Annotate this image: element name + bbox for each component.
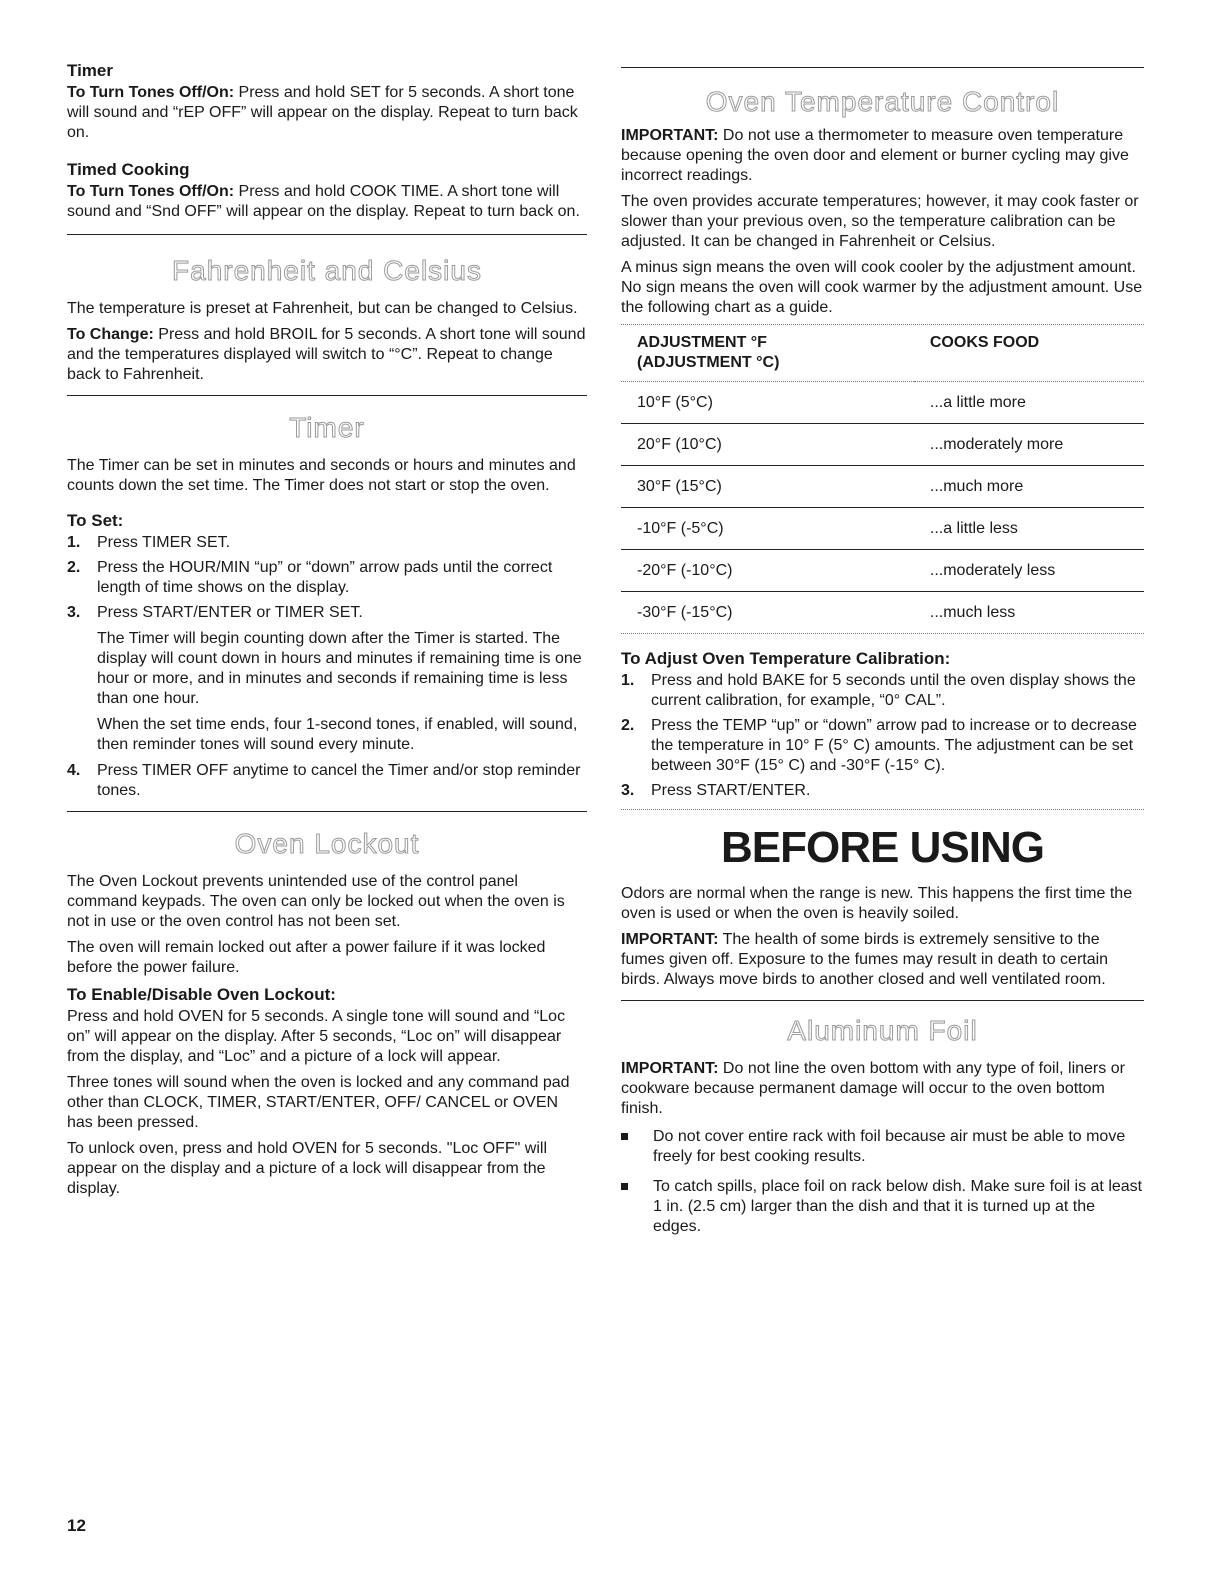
table-header-cooks-food: COOKS FOOD: [929, 334, 1040, 351]
important-label: IMPORTANT:: [621, 127, 719, 144]
list-item: [621, 716, 1144, 776]
timer-banner: Timer: [289, 412, 365, 443]
fahrenheit-change-text: Press and hold BROIL for 5 seconds. A short tone will sound and the temperatures displayed will switch to “°C”. Repeat to change back to Fahrenheit.: [67, 326, 586, 383]
fahrenheit-change-paragraph: [67, 325, 587, 385]
list-item: [621, 1177, 1144, 1237]
fahrenheit-celsius-banner: Fahrenheit and Celsius: [172, 255, 482, 286]
table-cell: ...much less: [914, 592, 1144, 634]
foil-important-text: Do not line the oven bottom with any type of foil, liners or cookware because permanent damage will occur to the oven bottom finish.: [621, 1060, 1125, 1117]
step-text: Press the TEMP “up” or “down” arrow pad to increase or to decrease the temperature in 10° F (5° C) amounts. The adjustment can be set between 30°F (15° C) and -30°F (-15° C).: [651, 717, 1137, 774]
table-cell: 20°F (10°C): [621, 424, 914, 466]
header-label: (ADJUSTMENT °C): [637, 354, 780, 371]
table-bottom-divider: [621, 633, 1144, 634]
table-cell: -20°F (-10°C): [621, 550, 914, 592]
table-cell: -10°F (-5°C): [621, 508, 914, 550]
step3-note-paragraph: When the set time ends, four 1-second tones, if enabled, will sound, then reminder tones will sound every minute.: [97, 716, 578, 753]
table-cell: ...moderately more: [914, 424, 1144, 466]
step-number: 1.: [621, 672, 635, 689]
step-number: 2.: [67, 559, 81, 576]
step-text: Press the HOUR/MIN “up” or “down” arrow pads until the correct length of time shows on the display.: [97, 559, 553, 596]
lockout-paragraph: Press and hold OVEN for 5 seconds. A single tone will sound and “Loc on” will appear on the display. After 5 seconds, “Loc on” will disappear from the display, and “Loc” and a picture of a lock will appear.: [67, 1008, 566, 1065]
before-paragraph: Odors are normal when the range is new. This happens the first time the oven is used or when the oven is heavily soiled.: [621, 885, 1133, 922]
calibration-steps-list: [621, 671, 1144, 801]
timer-steps-list-cont: [67, 761, 587, 801]
step-number: 2.: [621, 717, 635, 734]
timer-tones-text: Press and hold SET for 5 seconds. A short tone will sound and “rEP OFF” will appear on the display. Repeat to turn back on.: [67, 84, 578, 141]
step-number: 4.: [67, 762, 81, 779]
timed-tones-lead: To Turn Tones Off/On:: [67, 183, 235, 200]
aluminum-foil-banner: Aluminum Foil: [787, 1015, 978, 1046]
temp-paragraph: A minus sign means the oven will cook cooler by the adjustment amount. No sign means the oven will cook warmer by the adjustment amount. Use the following chart as a guide.: [621, 259, 1143, 316]
section-divider: [621, 809, 1144, 810]
table-row: [621, 550, 1144, 592]
lockout-paragraph: The Oven Lockout prevents unintended use of the control panel command keypads. The oven can only be locked out when the oven is not in use or the oven control has not been set.: [67, 873, 565, 930]
lockout-paragraph: Three tones will sound when the oven is locked and any command pad other than CLOCK, TIMER, START/ENTER, OFF/ CANCEL or OVEN has been pressed.: [67, 1074, 570, 1131]
table-cell: ...a little less: [914, 508, 1144, 550]
step-text: Press START/ENTER or TIMER SET.: [97, 604, 363, 621]
step-number: 3.: [67, 604, 81, 621]
header-label: ADJUSTMENT °F: [637, 334, 767, 351]
before-using-heading: BEFORE USING: [721, 823, 1044, 872]
before-important-text: The health of some birds is extremely sensitive to the fumes given off. Exposure to the fumes may result in death to certain birds. Always move birds to another closed and well ventilated room.: [621, 931, 1109, 988]
table-header-row: [621, 325, 1144, 382]
timer-tones-paragraph: [67, 83, 587, 143]
right-column: [621, 60, 1144, 1247]
step-text: Press TIMER OFF anytime to cancel the Timer and/or stop reminder tones.: [97, 762, 581, 799]
table-row: [621, 508, 1144, 550]
lockout-subheading: To Enable/Disable Oven Lockout:: [67, 985, 336, 1004]
table-cell: ...moderately less: [914, 550, 1144, 592]
section-divider: [67, 234, 587, 235]
bullet-text: To catch spills, place foil on rack below dish. Make sure foil is at least 1 in. (2.5 cm) larger than the dish and that it is turned up at the edges.: [653, 1178, 1143, 1235]
fahrenheit-paragraph: The temperature is preset at Fahrenheit, but can be changed to Celsius.: [67, 300, 578, 317]
timed-tones-text: Press and hold COOK TIME. A short tone will sound and “Snd OFF” will appear on the display. Repeat to turn back on.: [67, 183, 580, 220]
table-cell: 30°F (15°C): [621, 466, 914, 508]
step-text: Press START/ENTER.: [651, 782, 811, 799]
list-item: [621, 671, 1144, 711]
table-cell: -30°F (-15°C): [621, 592, 914, 634]
foil-important-paragraph: [621, 1059, 1144, 1119]
page-number: 12: [67, 1516, 86, 1535]
lockout-paragraph: The oven will remain locked out after a power failure if it was locked before the power failure.: [67, 939, 546, 976]
section-divider: [621, 1000, 1144, 1001]
step-number: 3.: [621, 782, 635, 799]
before-important-paragraph: [621, 930, 1144, 990]
oven-lockout-banner: Oven Lockout: [234, 828, 420, 859]
fahrenheit-change-lead: To Change:: [67, 326, 154, 343]
left-column: [67, 60, 587, 1205]
timer-subheading: Timer: [67, 61, 113, 80]
table-cell: 10°F (5°C): [621, 382, 914, 424]
table-cell: ...much more: [914, 466, 1144, 508]
adjustment-table: [621, 325, 1144, 633]
temp-important-paragraph: [621, 126, 1144, 186]
table-row: [621, 382, 1144, 424]
list-item: [67, 761, 587, 801]
lockout-paragraph: To unlock oven, press and hold OVEN for 5 seconds. "Loc OFF" will appear on the display and a picture of a lock will disappear from the display.: [67, 1140, 548, 1197]
temp-important-text: Do not use a thermometer to measure oven temperature because opening the oven door and element or burner cycling may give incorrect readings.: [621, 127, 1129, 184]
table-row: [621, 466, 1144, 508]
list-item: [621, 781, 1144, 801]
timed-cooking-subheading: Timed Cooking: [67, 160, 190, 179]
important-label: IMPORTANT:: [621, 931, 719, 948]
timed-tones-paragraph: [67, 182, 587, 222]
timer-tones-lead: To Turn Tones Off/On:: [67, 84, 235, 101]
to-set-subheading: To Set:: [67, 511, 124, 530]
list-item: [67, 533, 587, 553]
table-header-adjustment: [621, 325, 914, 382]
important-label: IMPORTANT:: [621, 1060, 719, 1077]
step-number: 1.: [67, 534, 81, 551]
table-row: [621, 424, 1144, 466]
section-divider: [67, 395, 587, 396]
table-cell: ...a little more: [914, 382, 1144, 424]
square-bullet-icon: [621, 1133, 628, 1140]
step3-note-paragraph: The Timer will begin counting down after the Timer is started. The display will count down in hours and minutes if remaining time is one hour or more, and in minutes and seconds if remaining time is less than one hour.: [97, 630, 582, 707]
list-item: [621, 1127, 1144, 1167]
table-row: [621, 592, 1144, 634]
section-divider: [621, 67, 1144, 68]
temp-paragraph: The oven provides accurate temperatures; however, it may cook faster or slower than your previous oven, so the temperature calibration can be adjusted. It can be changed in Fahrenheit or Celsius.: [621, 193, 1139, 250]
step-text: Press and hold BAKE for 5 seconds until the oven display shows the current calibration, for example, “0° CAL”.: [651, 672, 1136, 709]
step-text: Press TIMER SET.: [97, 534, 231, 551]
section-divider: [67, 811, 587, 812]
timer-intro-paragraph: The Timer can be set in minutes and seconds or hours and minutes and counts down the set time. The Timer does not start or stop the oven.: [67, 457, 576, 494]
calibration-subheading: To Adjust Oven Temperature Calibration:: [621, 649, 951, 668]
square-bullet-icon: [621, 1183, 628, 1190]
foil-bullet-list: [621, 1127, 1144, 1237]
list-item: [67, 603, 587, 623]
list-item: [67, 558, 587, 598]
bullet-text: Do not cover entire rack with foil because air must be able to move freely for best cooking results.: [653, 1128, 1126, 1165]
timer-steps-list: [67, 533, 587, 623]
oven-temperature-control-banner: Oven Temperature Control: [705, 86, 1060, 117]
